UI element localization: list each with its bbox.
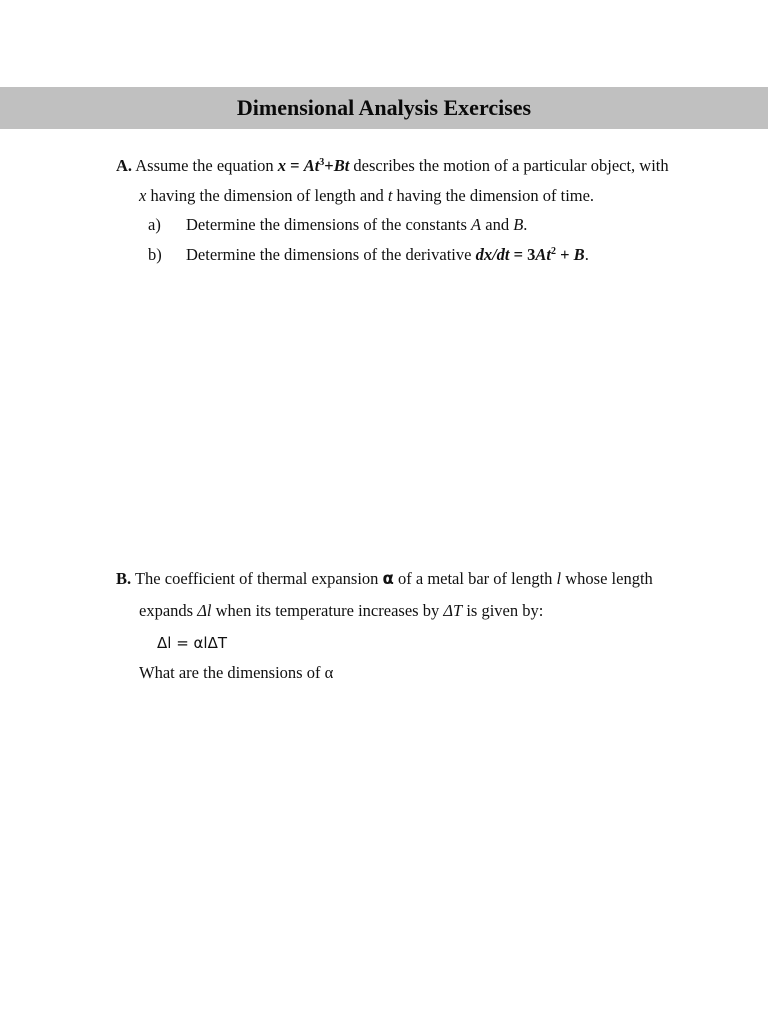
line-2-end: having the dimension of time. bbox=[392, 186, 595, 205]
alpha-symbol: α bbox=[382, 569, 394, 588]
problem-b-line-2: expands Δl when its temperature increases by ΔT is given by: bbox=[139, 601, 544, 620]
equation-plus: + bbox=[324, 156, 334, 175]
problem-b-line-1: B. The coefficient of thermal expansion α of a metal bar of length l whose length bbox=[116, 569, 653, 588]
var-l: l bbox=[556, 569, 562, 588]
equation-x: x bbox=[277, 156, 287, 175]
title-bar bbox=[0, 87, 768, 129]
delta-t: ΔT bbox=[443, 601, 463, 620]
equation-equals: = bbox=[286, 156, 304, 175]
problem-a-label: A. bbox=[116, 156, 133, 175]
thermal-formula: Δl = αlΔT bbox=[157, 634, 228, 652]
derivative: dx/dt bbox=[475, 245, 510, 264]
const-a: A bbox=[471, 215, 482, 234]
problem-a-line-1 bbox=[116, 156, 669, 176]
delta-l: Δl bbox=[197, 601, 212, 620]
problem-b-question: What are the dimensions of α bbox=[139, 663, 334, 682]
page-title: Dimensional Analysis Exercises bbox=[236, 95, 532, 120]
item-b-text: Determine the dimensions of the derivative $dx/dt = 3At^2 + B$. bbox=[186, 245, 589, 264]
item-a-marker: a) bbox=[148, 215, 161, 234]
equation-bt: Bt bbox=[333, 156, 350, 175]
var-x: x bbox=[139, 186, 147, 205]
problem-a-line-2 bbox=[139, 186, 594, 206]
problem-b-label: B. bbox=[116, 569, 132, 588]
problem-a-text: Assume the equation bbox=[135, 156, 278, 175]
derivative-at: At bbox=[535, 245, 552, 264]
const-b: B bbox=[513, 215, 524, 234]
var-t: t bbox=[387, 186, 393, 205]
equation-at: At bbox=[303, 156, 320, 175]
derivative-b: B bbox=[573, 245, 585, 264]
line-2-mid: having the dimension of length and bbox=[146, 186, 388, 205]
item-b-marker: b) bbox=[148, 245, 162, 264]
item-a-text: Determine the dimensions of the constants A and B. bbox=[186, 215, 528, 234]
problem-a-text-end: describes the motion of a particular object, with bbox=[349, 156, 669, 175]
derivative-exponent: 2 bbox=[551, 246, 557, 257]
equation-exponent: 3 bbox=[319, 157, 325, 168]
